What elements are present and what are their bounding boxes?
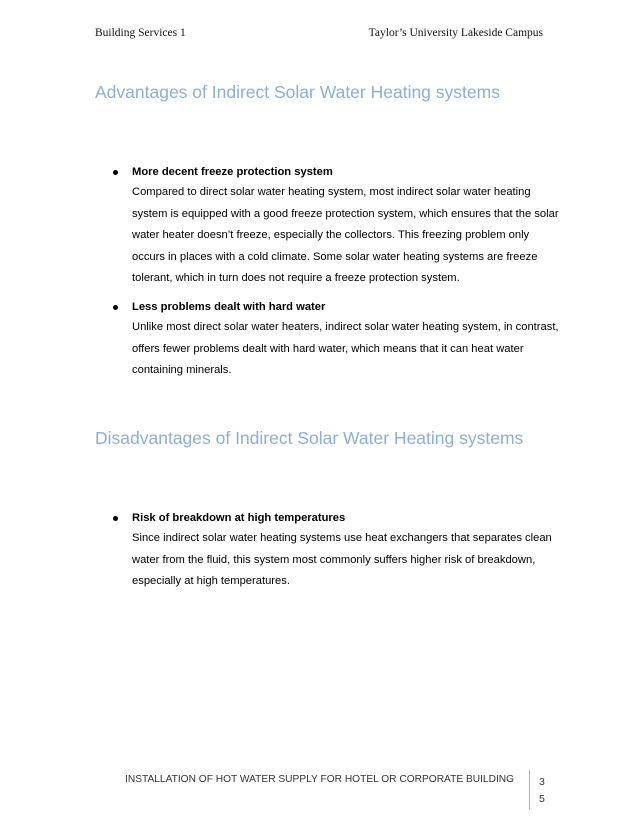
bullet-text: Since indirect solar water heating systems use heat exchangers that separates clean water from the fluid, this system most commonly suffers higher risk of breakdown, especially at high temperatures. <box>132 532 552 587</box>
disadvantages-heading: Disadvantages of Indirect Solar Water Heating systems <box>95 428 524 448</box>
advantage-item-hard-water <box>95 299 565 382</box>
page-header-left: Building Services 1 <box>95 27 186 39</box>
footer-divider <box>529 770 530 810</box>
bullet-icon <box>113 305 118 310</box>
bullet-title: Less problems dealt with hard water <box>132 301 326 313</box>
advantage-item-freeze <box>95 164 565 290</box>
page-number <box>539 774 553 808</box>
footer-title: INSTALLATION OF HOT WATER SUPPLY FOR HOTEL OR CORPORATE BUILDING <box>125 774 515 785</box>
bullet-row <box>95 164 565 290</box>
page-footer <box>95 770 561 810</box>
advantages-heading: Advantages of Indirect Solar Water Heating systems <box>95 82 500 102</box>
bullet-row <box>95 299 565 382</box>
page-number-digit-1: 3 <box>539 776 545 788</box>
bullet-icon <box>113 516 118 521</box>
bullet-row <box>95 510 565 593</box>
page-header-right: Taylor’s University Lakeside Campus <box>368 27 543 39</box>
bullet-title: Risk of breakdown at high temperatures <box>132 512 346 524</box>
disadvantage-item-breakdown <box>95 510 565 593</box>
bullet-icon <box>113 170 118 175</box>
bullet-text: Unlike most direct solar water heaters, indirect solar water heating system, in contrast, offers fewer problems dealt with hard water, which means that it can heat water containing minerals. <box>132 321 559 376</box>
bullet-title: More decent freeze protection system <box>132 166 333 178</box>
bullet-text: Compared to direct solar water heating system, most indirect solar water heating system is equipped with a good freeze protection system, which ensures that the solar water heater doesn’t freeze, especially the collectors. This freezing problem only occurs in places with a cold climate. Some solar water heating systems are freeze tolerant, which in turn does not require a freeze protection system. <box>132 186 559 284</box>
page-number-digit-2: 5 <box>539 793 545 805</box>
